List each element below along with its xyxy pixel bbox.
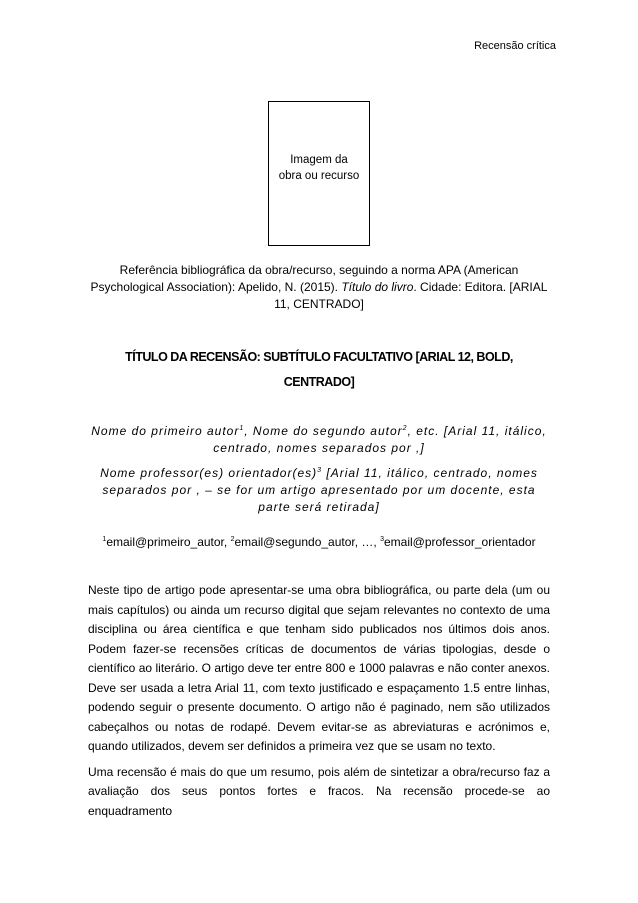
bibliographic-reference [86,262,552,313]
advisors-line [86,465,552,516]
emails-line [86,534,552,551]
review-title [100,345,538,395]
author-1-marker: 1 [239,425,245,432]
authors-line [88,423,550,457]
author-2-marker: 2 [402,425,408,432]
email-3-marker: 3 [380,536,384,543]
image-placeholder-line1: Imagem da [290,154,348,166]
author-2-name: , Nome do segundo autor [244,424,403,438]
authors-note: , etc. [Arial 11, itálico, centrado, nomes separados por ,] [213,424,547,455]
email-1-marker: 1 [102,536,107,543]
body-paragraph-2: Uma recensão é mais do que um resumo, pois além de sintetizar a obra/recurso faz a avaliação dos seus pontos fortes e fracos. Na recensão procede-se ao enquadramento [88,764,550,818]
body-paragraph-1: Neste tipo de artigo pode apresentar-se uma obra bibliográfica, ou parte dela (um ou mais capítulos) ou ainda um recurso digital que sejam relevantes no contexto de uma disciplina ou área científica e que tenham sido publicados nos últimos dois anos. Podem fazer-se recensões críticas de documentos de várias tipologias, desde o científico ao literário. O artigo deve ter entre 800 e 1000 palavras e não conter anexos. Deve ser usada a letra Arial 11, com texto justificado e espaçamento 1.5 entre linhas, podendo seguir o presente documento. O artigo não é paginado, nem são utilizados cabeçalhos ou notas de rodapé. Devem evitar-se as abreviaturas e acrónimos e, quando utilizados, devem ser definidos a primeira vez que se usam no texto. [88,583,550,753]
email-1: email@primeiro_autor, [106,535,231,549]
email-3: email@professor_orientador [383,535,536,549]
cover-image-placeholder [268,101,370,246]
image-placeholder-caption [269,152,369,184]
reference-text-end: . Cidade: Editora. [ARIAL 11, CENTRADO] [274,280,548,311]
review-title-line2: CENTRADO] [283,375,355,389]
reference-book-title: Título do livro [341,280,414,294]
advisor-name: Nome professor(es) orientador(es) [100,466,318,480]
image-placeholder-line2: obra ou recurso [278,170,360,182]
reference-text-start: Referência bibliográfica da obra/recurso, seguindo a norma APA (American Psychological Association): Apelido, N. (2015). [90,263,519,294]
author-1-name: Nome do primeiro autor [91,424,240,438]
email-2-marker: 2 [230,536,235,543]
review-title-line1: TÍTULO DA RECENSÃO: SUBTÍTULO FACULTATIVO [ARIAL 12, BOLD, [125,350,513,364]
running-header: Recensão crítica [474,40,556,52]
email-2: email@segundo_autor, …, [234,535,381,549]
advisor-marker: 3 [317,467,323,474]
advisors-note: [Arial 11, itálico, centrado, nomes separados por , – se for um artigo apresentado por um docente, esta parte será retirada] [102,466,538,514]
body-text [88,581,550,827]
